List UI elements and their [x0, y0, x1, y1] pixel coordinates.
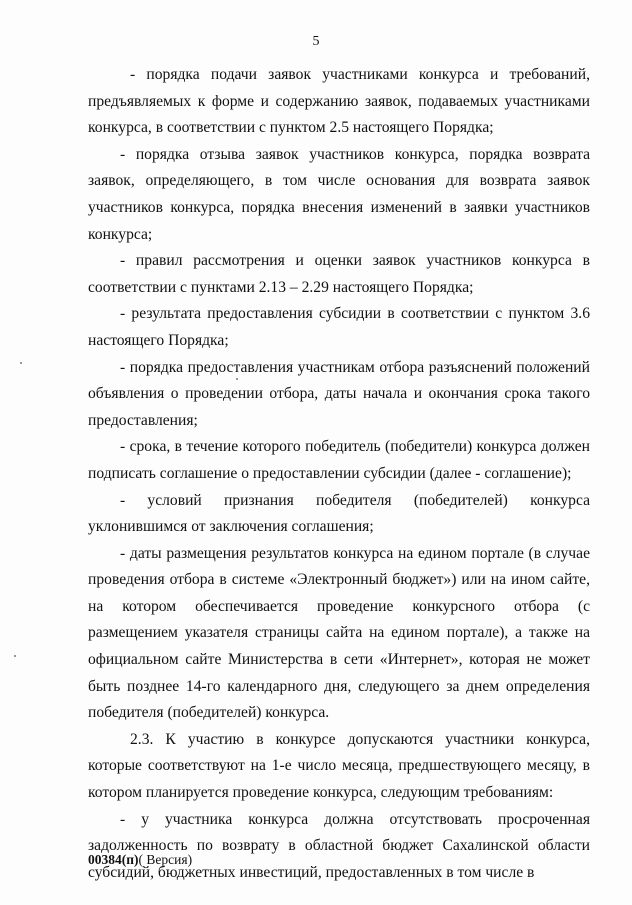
- paragraph-evasion-conditions: - условий признания победителя (победителей) конкурса уклонившимся от заключения соглашения;: [88, 491, 590, 536]
- scan-speck: [236, 378, 238, 380]
- paragraph-application-withdrawal: - порядка отзыва заявок участников конкурса, порядка возврата заявок, определяющего, в том числе основания для возврата заявок участников конкурса, порядка внесения изменений в заявки участников конкурса;: [88, 145, 590, 243]
- scan-speck: [20, 362, 22, 364]
- paragraph-clarification-procedure: - порядка предоставления участникам отбора разъяснений положений объявления о проведении отбора, даты начала и окончания срока такого предоставления;: [88, 358, 590, 429]
- document-footer: [88, 852, 192, 868]
- page-number: 5: [312, 34, 320, 49]
- paragraph-overdue-debt: - у участника конкурса должна отсутствовать просроченная задолженность по возврату в областной бюджет Сахалинской области субсидий, бюджетных инвестиций, предоставленных в том числе в: [88, 810, 590, 881]
- document-version: ( Версия): [138, 852, 193, 867]
- paragraph-subsidy-result: - результата предоставления субсидии в соответствии с пунктом 3.6 настоящего Порядка;: [88, 305, 590, 349]
- paragraph-application-procedure: - порядка подачи заявок участниками конкурса и требований, предъявляемых к форме и содержанию заявок, подаваемых участниками конкурса, в соответствии с пунктом 2.5 настоящего Порядка;: [88, 66, 590, 137]
- scan-speck: [14, 655, 16, 657]
- document-body: [88, 62, 590, 886]
- paragraph-section-2-3: 2.3. К участию в конкурсе допускаются участники конкурса, которые соответствуют на 1-е число месяца, предшествующего месяцу, в котором планируется проведение конкурса, следующим требованиям:: [88, 730, 590, 802]
- paragraph-agreement-deadline: - срока, в течение которого победитель (победители) конкурса должен подписать соглашение о предоставлении субсидии (далее - соглашение);: [88, 438, 590, 482]
- document-code: 00384(п): [88, 852, 139, 867]
- paragraph-results-publication: - даты размещения результатов конкурса на едином портале (в случае проведения отбора в системе «Электронный бюджет») или на ином сайте, на котором обеспечивается проведение конкурсного отбора (с размещением указателя страницы сайта на едином портале), а также на официальном сайте Министерства в сети «Интернет», которая не может быть позднее 14-го календарного дня, следующего за днем определения победителя (победителей) конкурса.: [88, 544, 590, 722]
- paragraph-review-rules: - правил рассмотрения и оценки заявок участников конкурса в соответствии с пунктами 2.13 – 2.29 настоящего Порядка;: [88, 252, 590, 296]
